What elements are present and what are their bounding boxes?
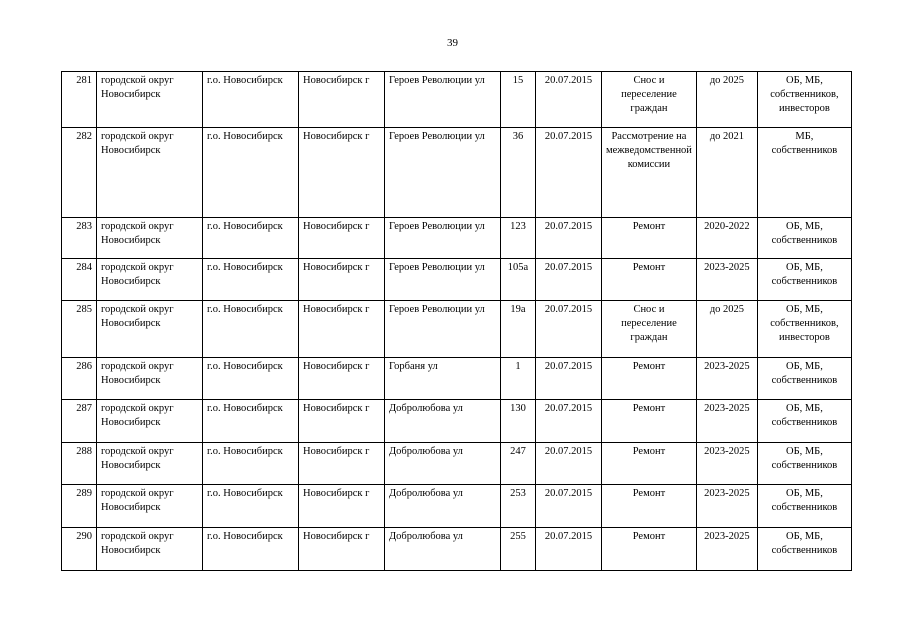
street-cell: Добролюбова ул (385, 528, 501, 571)
term-cell: 2023-2025 (696, 528, 757, 571)
locality-cell: Новосибирск г (299, 400, 385, 443)
measure-cell: Ремонт (602, 358, 697, 400)
locality-cell: Новосибирск г (299, 485, 385, 528)
term-cell: 2023-2025 (696, 485, 757, 528)
funding-cell: ОБ, МБ, собственников, инвесторов (757, 301, 851, 358)
house-cell: 253 (501, 485, 536, 528)
table-row (62, 358, 852, 400)
municipality-cell: г.о. Новосибирск (203, 358, 299, 400)
row-number-cell: 285 (62, 301, 97, 358)
municipality-cell: г.о. Новосибирск (203, 301, 299, 358)
row-number-cell: 286 (62, 358, 97, 400)
date-cell: 20.07.2015 (536, 443, 602, 485)
measure-cell: Ремонт (602, 259, 697, 301)
house-cell: 15 (501, 72, 536, 128)
municipality-cell: г.о. Новосибирск (203, 128, 299, 218)
district-cell: городской округ Новосибирск (97, 400, 203, 443)
house-cell: 19а (501, 301, 536, 358)
district-cell: городской округ Новосибирск (97, 128, 203, 218)
date-cell: 20.07.2015 (536, 301, 602, 358)
funding-cell: ОБ, МБ, собственников, инвесторов (757, 72, 851, 128)
measure-cell: Снос и переселение граждан (602, 301, 697, 358)
district-cell: городской округ Новосибирск (97, 259, 203, 301)
locality-cell: Новосибирск г (299, 528, 385, 571)
table-row (62, 485, 852, 528)
page-number: 39 (447, 37, 458, 49)
district-cell: городской округ Новосибирск (97, 443, 203, 485)
measure-cell: Ремонт (602, 528, 697, 571)
municipality-cell: г.о. Новосибирск (203, 400, 299, 443)
street-cell: Добролюбова ул (385, 400, 501, 443)
municipality-cell: г.о. Новосибирск (203, 72, 299, 128)
row-number-cell: 288 (62, 443, 97, 485)
house-cell: 255 (501, 528, 536, 571)
municipality-cell: г.о. Новосибирск (203, 218, 299, 259)
street-cell: Героев Революции ул (385, 259, 501, 301)
row-number-cell: 284 (62, 259, 97, 301)
locality-cell: Новосибирск г (299, 128, 385, 218)
district-cell: городской округ Новосибирск (97, 218, 203, 259)
term-cell: 2023-2025 (696, 259, 757, 301)
locality-cell: Новосибирск г (299, 443, 385, 485)
district-cell: городской округ Новосибирск (97, 358, 203, 400)
street-cell: Добролюбова ул (385, 485, 501, 528)
table-row (62, 128, 852, 218)
table-row (62, 528, 852, 571)
date-cell: 20.07.2015 (536, 528, 602, 571)
funding-cell: ОБ, МБ, собственников (757, 528, 851, 571)
table-row (62, 400, 852, 443)
table-row (62, 72, 852, 128)
funding-cell: ОБ, МБ, собственников (757, 443, 851, 485)
house-cell: 247 (501, 443, 536, 485)
street-cell: Горбаня ул (385, 358, 501, 400)
table-row (62, 301, 852, 358)
measure-cell: Ремонт (602, 400, 697, 443)
table-body (62, 72, 852, 571)
funding-cell: МБ, собственников (757, 128, 851, 218)
locality-cell: Новосибирск г (299, 259, 385, 301)
house-cell: 36 (501, 128, 536, 218)
municipality-cell: г.о. Новосибирск (203, 443, 299, 485)
district-cell: городской округ Новосибирск (97, 301, 203, 358)
date-cell: 20.07.2015 (536, 128, 602, 218)
funding-cell: ОБ, МБ, собственников (757, 485, 851, 528)
funding-cell: ОБ, МБ, собственников (757, 259, 851, 301)
locality-cell: Новосибирск г (299, 358, 385, 400)
date-cell: 20.07.2015 (536, 259, 602, 301)
term-cell: 2020-2022 (696, 218, 757, 259)
term-cell: до 2025 (696, 301, 757, 358)
measure-cell: Ремонт (602, 443, 697, 485)
funding-cell: ОБ, МБ, собственников (757, 218, 851, 259)
street-cell: Героев Революции ул (385, 218, 501, 259)
street-cell: Героев Революции ул (385, 72, 501, 128)
term-cell: 2023-2025 (696, 443, 757, 485)
date-cell: 20.07.2015 (536, 358, 602, 400)
row-number-cell: 289 (62, 485, 97, 528)
house-cell: 105а (501, 259, 536, 301)
house-cell: 123 (501, 218, 536, 259)
municipality-cell: г.о. Новосибирск (203, 528, 299, 571)
date-cell: 20.07.2015 (536, 485, 602, 528)
row-number-cell: 282 (62, 128, 97, 218)
term-cell: 2023-2025 (696, 400, 757, 443)
table-row (62, 259, 852, 301)
municipality-cell: г.о. Новосибирск (203, 485, 299, 528)
term-cell: до 2025 (696, 72, 757, 128)
date-cell: 20.07.2015 (536, 218, 602, 259)
locality-cell: Новосибирск г (299, 301, 385, 358)
measure-cell: Ремонт (602, 485, 697, 528)
district-cell: городской округ Новосибирск (97, 528, 203, 571)
row-number-cell: 283 (62, 218, 97, 259)
row-number-cell: 281 (62, 72, 97, 128)
house-cell: 1 (501, 358, 536, 400)
funding-cell: ОБ, МБ, собственников (757, 358, 851, 400)
date-cell: 20.07.2015 (536, 400, 602, 443)
table-row (62, 443, 852, 485)
district-cell: городской округ Новосибирск (97, 485, 203, 528)
date-cell: 20.07.2015 (536, 72, 602, 128)
term-cell: 2023-2025 (696, 358, 757, 400)
street-cell: Героев Революции ул (385, 128, 501, 218)
row-number-cell: 290 (62, 528, 97, 571)
locality-cell: Новосибирск г (299, 218, 385, 259)
house-cell: 130 (501, 400, 536, 443)
term-cell: до 2021 (696, 128, 757, 218)
street-cell: Героев Революции ул (385, 301, 501, 358)
district-cell: городской округ Новосибирск (97, 72, 203, 128)
housing-table (61, 71, 852, 571)
municipality-cell: г.о. Новосибирск (203, 259, 299, 301)
measure-cell: Ремонт (602, 218, 697, 259)
locality-cell: Новосибирск г (299, 72, 385, 128)
measure-cell: Снос и переселение граждан (602, 72, 697, 128)
street-cell: Добролюбова ул (385, 443, 501, 485)
table-row (62, 218, 852, 259)
row-number-cell: 287 (62, 400, 97, 443)
measure-cell: Рассмотрение на межведомственной комиссии (602, 128, 697, 218)
funding-cell: ОБ, МБ, собственников (757, 400, 851, 443)
